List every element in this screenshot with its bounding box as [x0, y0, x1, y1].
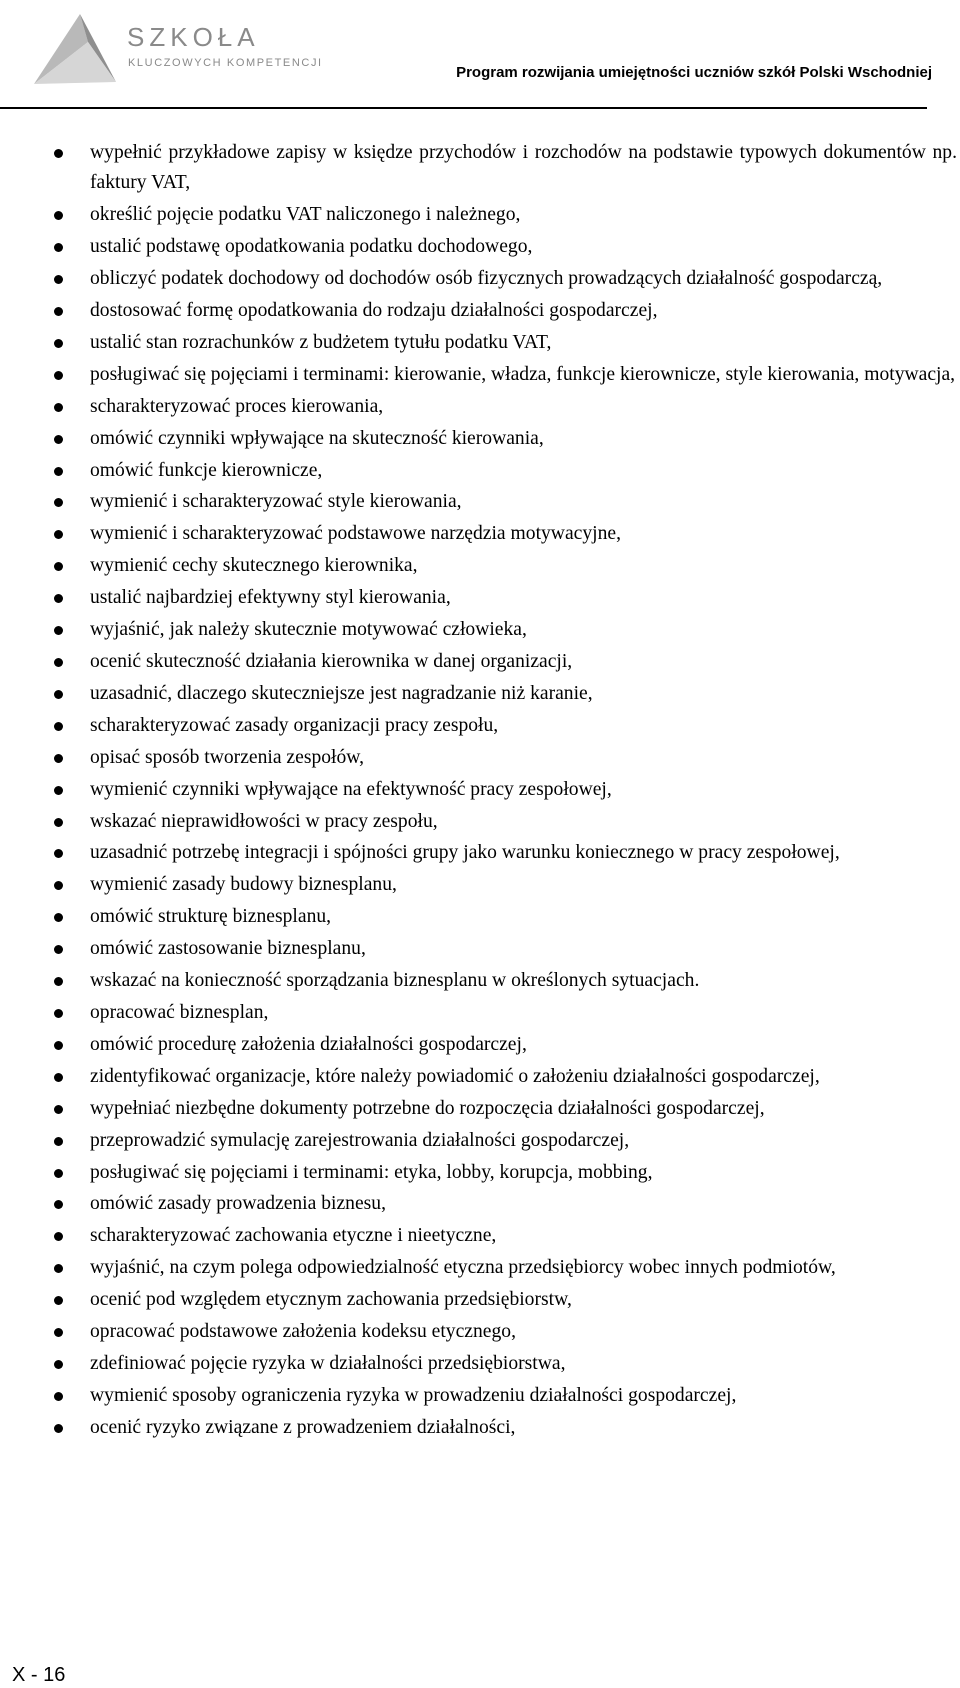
list-item: zdefiniować pojęcie ryzyka w działalności przedsiębiorstwa, [0, 1349, 957, 1379]
list-item: ustalić podstawę opodatkowania podatku dochodowego, [0, 232, 957, 262]
list-item: obliczyć podatek dochodowy od dochodów osób fizycznych prowadzących działalność gospodarczą, [0, 264, 957, 294]
logo-title: SZKOŁA [127, 22, 260, 52]
page-number: X - 16 [12, 1664, 66, 1686]
list-item: wyjaśnić, na czym polega odpowiedzialność etyczna przedsiębiorcy wobec innych podmiotów, [0, 1253, 957, 1283]
list-item: wymienić i scharakteryzować style kierowania, [0, 487, 957, 517]
list-item: opisać sposób tworzenia zespołów, [0, 743, 957, 773]
list-item: ocenić skuteczność działania kierownika w danej organizacji, [0, 647, 957, 677]
list-item: dostosować formę opodatkowania do rodzaju działalności gospodarczej, [0, 296, 957, 326]
list-item: wymienić cechy skutecznego kierownika, [0, 551, 957, 581]
list-item: ocenić pod względem etycznym zachowania przedsiębiorstw, [0, 1285, 957, 1315]
bullet-list [0, 138, 960, 1443]
list-item: wyjaśnić, jak należy skutecznie motywować człowieka, [0, 615, 957, 645]
list-item: omówić funkcje kierownicze, [0, 456, 957, 486]
list-item: wskazać na konieczność sporządzania biznesplanu w określonych sytuacjach. [0, 966, 957, 996]
list-item: omówić procedurę założenia działalności gospodarczej, [0, 1030, 957, 1060]
list-item: ocenić ryzyko związane z prowadzeniem działalności, [0, 1413, 957, 1443]
list-item: uzasadnić, dlaczego skuteczniejsze jest nagradzanie niż karanie, [0, 679, 957, 709]
page-header [0, 0, 960, 112]
list-item: posługiwać się pojęciami i terminami: kierowanie, władza, funkcje kierownicze, style kierowania, motywacja, [0, 360, 957, 390]
list-item: omówić zastosowanie biznesplanu, [0, 934, 957, 964]
list-item: wypełnić przykładowe zapisy w księdze przychodów i rozchodów na podstawie typowych dokumentów np. faktury VAT, [0, 138, 957, 199]
list-item: scharakteryzować proces kierowania, [0, 392, 957, 422]
list-item: scharakteryzować zachowania etyczne i nieetyczne, [0, 1221, 957, 1251]
list-item: uzasadnić potrzebę integracji i spójności grupy jako warunku koniecznego w pracy zespołowej, [0, 838, 957, 868]
list-item: ustalić najbardziej efektywny styl kierowania, [0, 583, 957, 613]
list-item: opracować biznesplan, [0, 998, 957, 1028]
logo-subtitle: KLUCZOWYCH KOMPETENCJI [128, 57, 323, 69]
list-item: przeprowadzić symulację zarejestrowania działalności gospodarczej, [0, 1126, 957, 1156]
list-item: posługiwać się pojęciami i terminami: etyka, lobby, korupcja, mobbing, [0, 1158, 957, 1188]
list-item: zidentyfikować organizacje, które należy powiadomić o założeniu działalności gospodarczej, [0, 1062, 957, 1092]
list-item: wymienić i scharakteryzować podstawowe narzędzia motywacyjne, [0, 519, 957, 549]
list-item: wymienić zasady budowy biznesplanu, [0, 870, 957, 900]
document-body [0, 138, 960, 1445]
list-item: wymienić czynniki wpływające na efektywność pracy zespołowej, [0, 775, 957, 805]
list-item: określić pojęcie podatku VAT naliczonego i należnego, [0, 200, 957, 230]
list-item: scharakteryzować zasady organizacji pracy zespołu, [0, 711, 957, 741]
logo-icon [30, 8, 118, 88]
list-item: wskazać nieprawidłowości w pracy zespołu, [0, 807, 957, 837]
list-item: wypełniać niezbędne dokumenty potrzebne do rozpoczęcia działalności gospodarczej, [0, 1094, 957, 1124]
list-item: ustalić stan rozrachunków z budżetem tytułu podatku VAT, [0, 328, 957, 358]
program-title: Program rozwijania umiejętności uczniów szkół Polski Wschodniej [456, 64, 932, 81]
header-divider [0, 107, 927, 109]
list-item: omówić zasady prowadzenia biznesu, [0, 1189, 957, 1219]
list-item: opracować podstawowe założenia kodeksu etycznego, [0, 1317, 957, 1347]
list-item: wymienić sposoby ograniczenia ryzyka w prowadzeniu działalności gospodarczej, [0, 1381, 957, 1411]
list-item: omówić strukturę biznesplanu, [0, 902, 957, 932]
list-item: omówić czynniki wpływające na skuteczność kierowania, [0, 424, 957, 454]
